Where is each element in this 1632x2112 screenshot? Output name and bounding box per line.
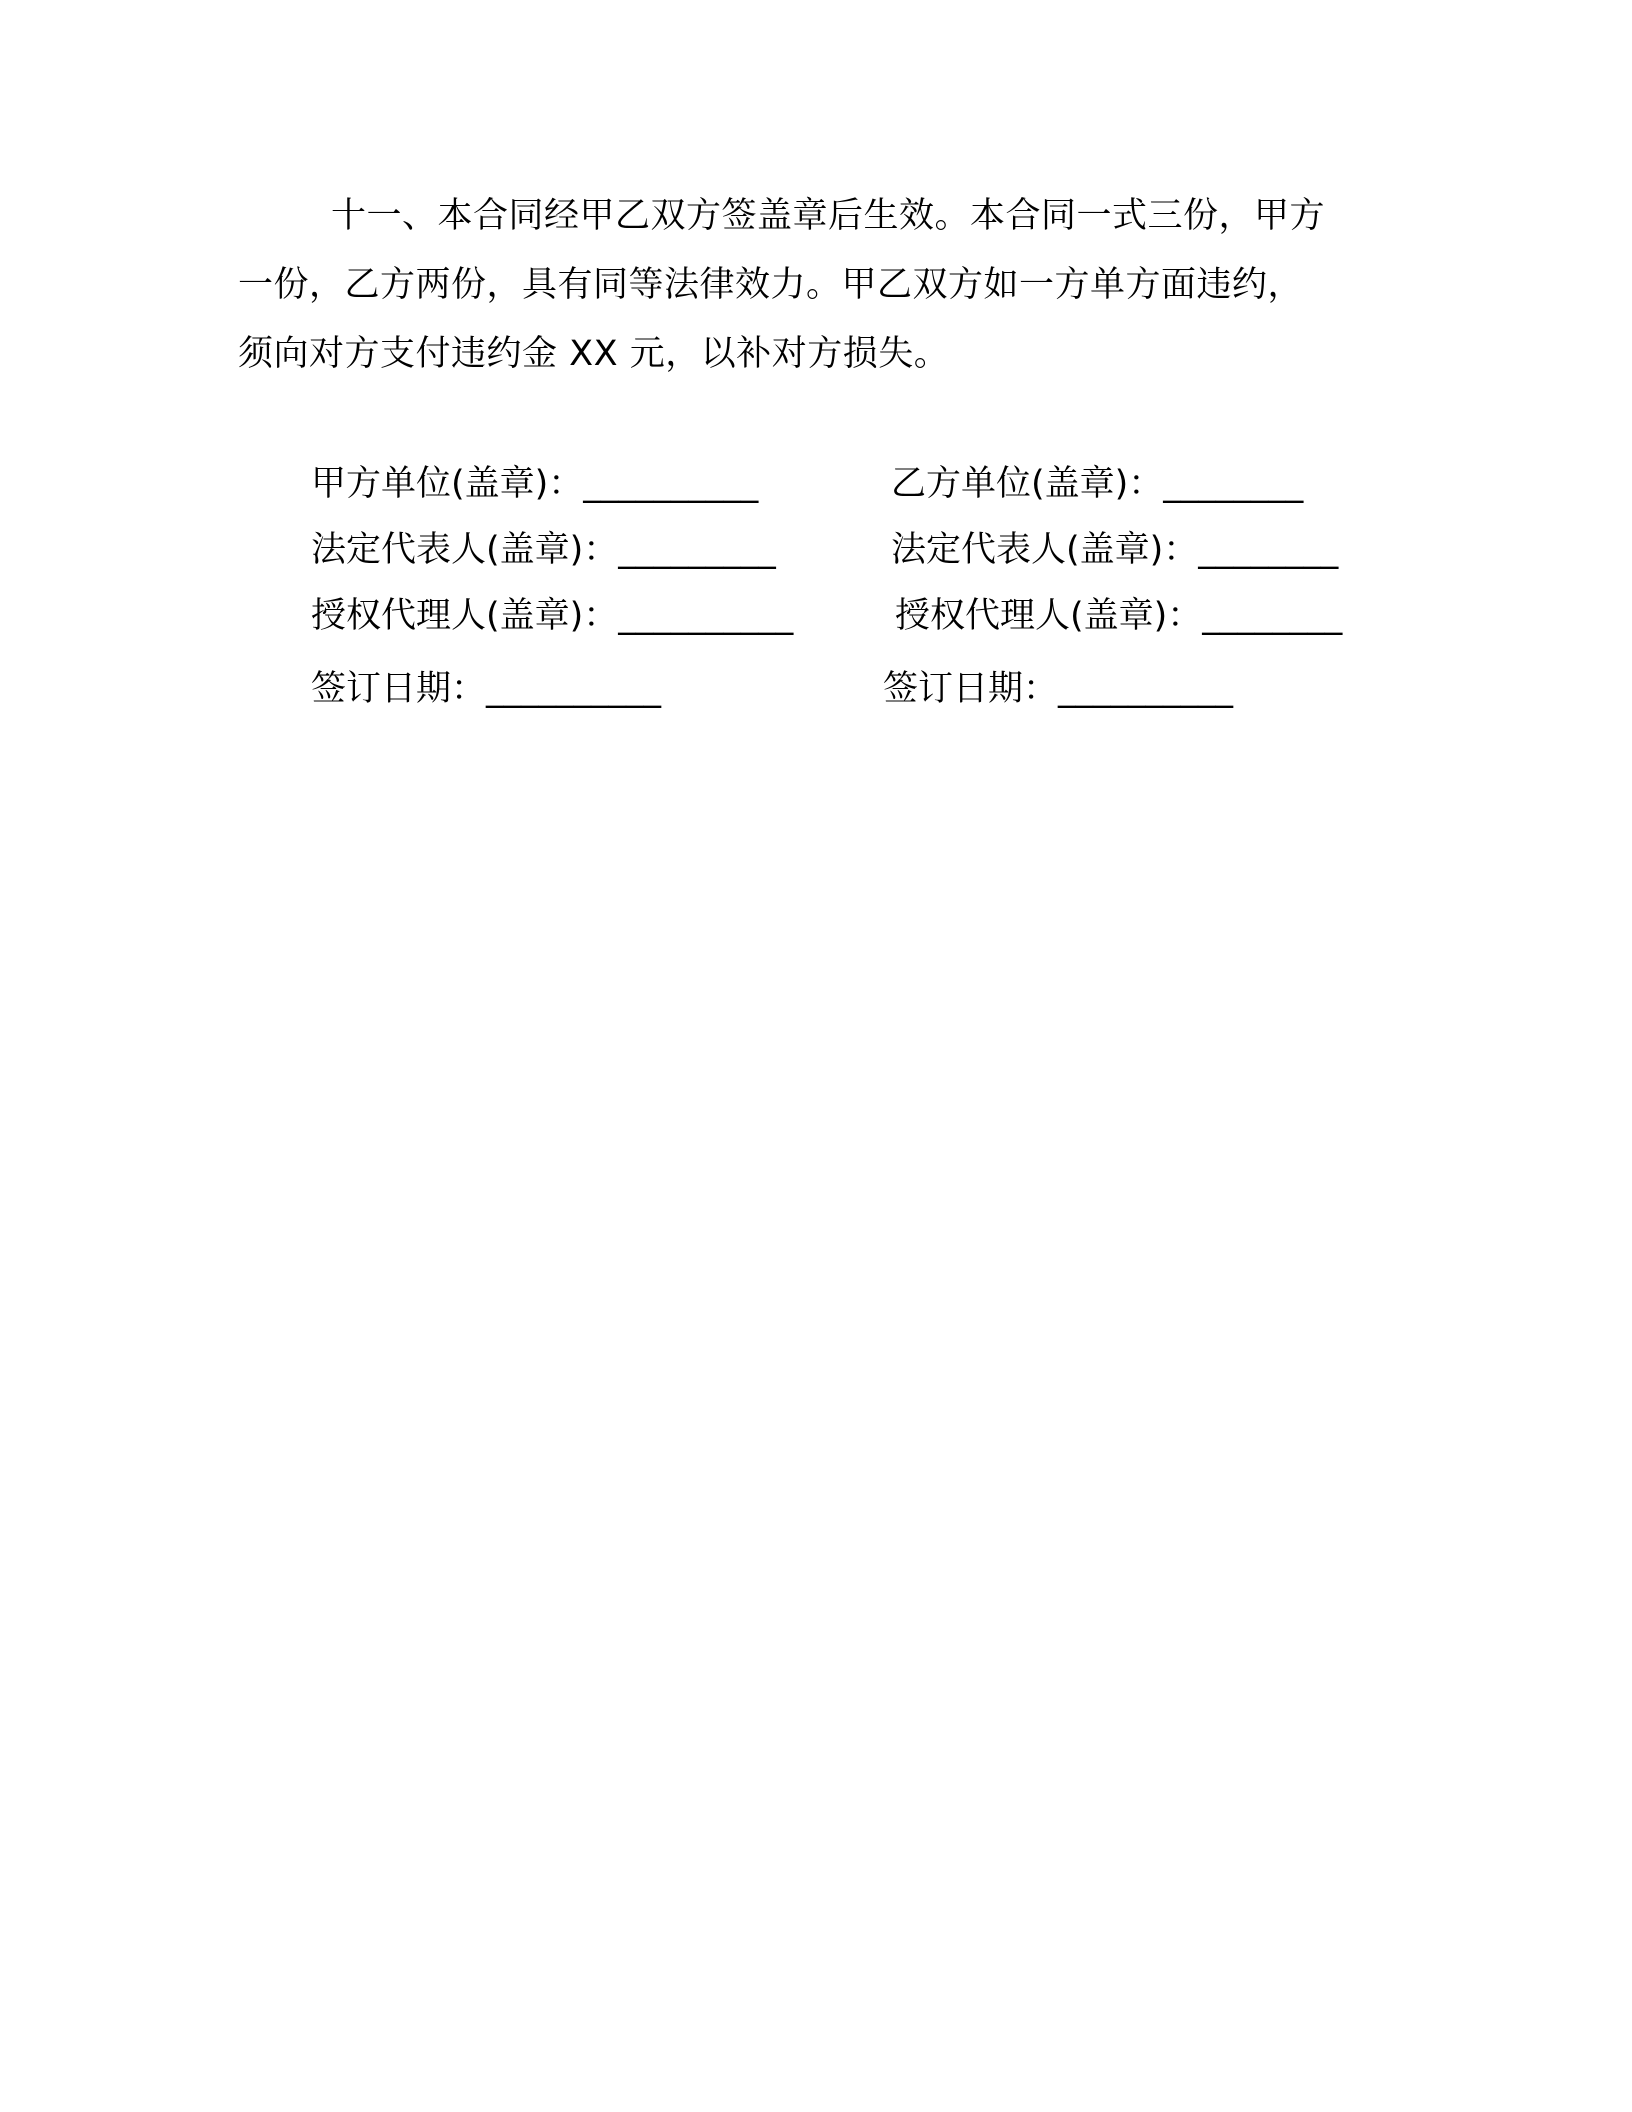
clause-line-1: 十一、本合同经甲乙双方签盖章后生效。本合同一式三份，甲方	[331, 196, 1326, 236]
party-b-legal-rep: 法定代表人(盖章)：________	[891, 530, 1339, 570]
party-a-agent: 授权代理人(盖章)：__________	[311, 596, 794, 636]
clause-line-3: 须向对方支付违约金 XX 元，以补对方损失。	[238, 334, 950, 374]
party-a-legal-rep: 法定代表人(盖章)：_________	[311, 530, 776, 570]
clause-line-2: 一份，乙方两份，具有同等法律效力。甲乙双方如一方单方面违约，	[238, 265, 1304, 305]
party-a-date: 签订日期：__________	[311, 669, 662, 709]
party-b-unit: 乙方单位(盖章)：________	[891, 464, 1304, 504]
party-b-agent: 授权代理人(盖章)：________	[895, 596, 1343, 636]
party-a-unit: 甲方单位(盖章)：__________	[311, 464, 759, 504]
party-b-date: 签订日期：__________	[883, 669, 1234, 709]
